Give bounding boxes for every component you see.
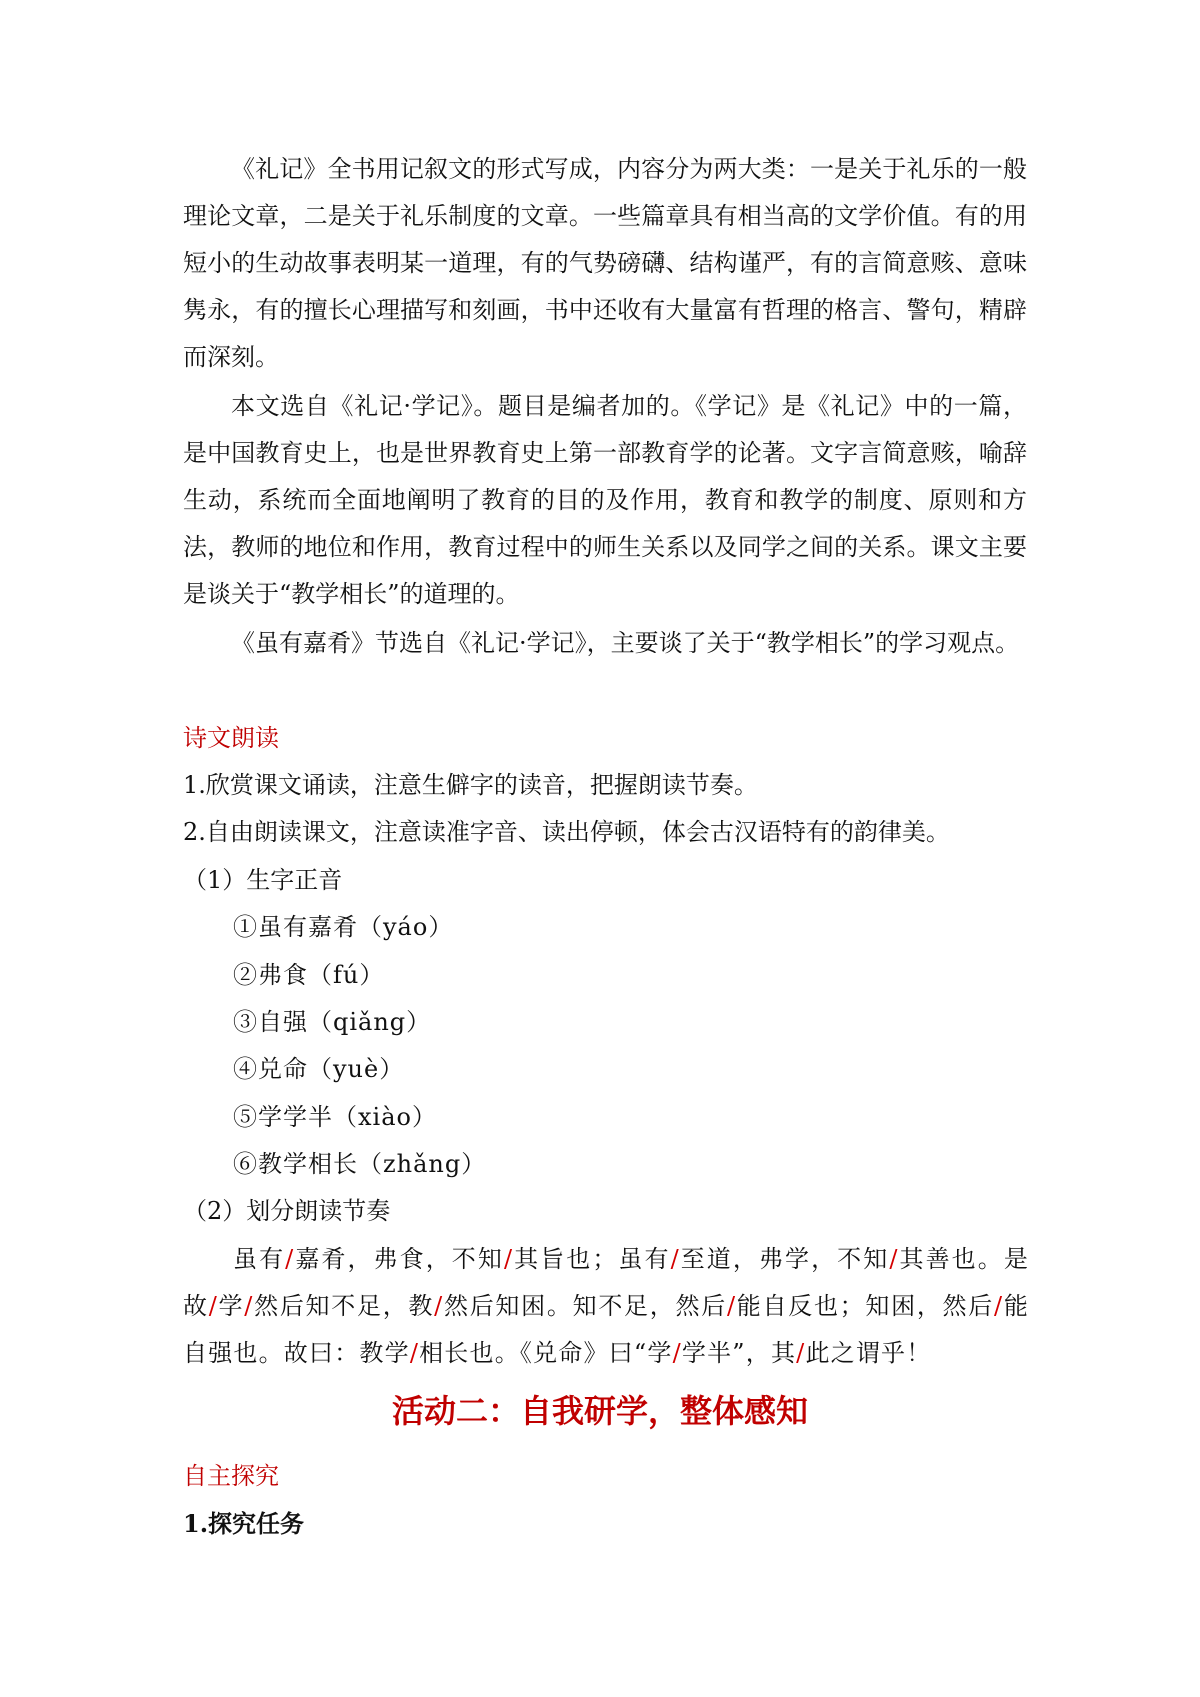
rhythm-slash: /: [434, 1292, 444, 1320]
intro-paragraph-xueji: 本文选自《礼记·学记》。题目是编者加的。《学记》是《礼记》中的一篇，是中国教育史上，也是世界教育史上第一部教育学的论著。文字言简意赅，喻辞生动，系统而全面地阐明了教育的目的及作用，教育和教学的制度、原则和方法，教师的地位和作用，教育过程中的师生关系以及同学之间的关系。课文主要是谈关于“教学相长”的道理的。: [183, 392, 1027, 608]
rhythm-segment: 此之谓乎！: [805, 1339, 932, 1367]
rhythm-segment: 能自强也。故曰：教学: [183, 1292, 1030, 1367]
rhythm-segment: 相长也。《兑命》曰“学: [419, 1339, 673, 1367]
rhythm-segment: 然后知困。知不足，然后: [443, 1292, 727, 1320]
subheading-rhythm: （2）划分朗读节奏: [183, 1197, 391, 1225]
section-heading-explore: 自主探究: [183, 1462, 279, 1490]
pinyin-item: ⑥教学相长（zhǎng）: [233, 1150, 487, 1178]
rhythm-slash: /: [670, 1245, 680, 1273]
rhythm-slash: /: [503, 1245, 514, 1273]
rhythm-segment: 学: [218, 1292, 245, 1320]
reading-item-2: 2.自由朗读课文，注意读准字音、读出停顿，体会古汉语特有的韵律美。: [183, 818, 950, 846]
subheading-pronunciation: （1）生字正音: [183, 866, 343, 894]
rhythm-segment: 嘉肴，弗食，不知: [294, 1245, 504, 1273]
rhythm-slash: /: [244, 1292, 254, 1320]
activity-title: 活动二：自我研学，整体感知: [391, 1392, 808, 1430]
task-heading: 1.探究任务: [183, 1509, 305, 1538]
rhythm-segment: 学半”，其: [681, 1339, 797, 1367]
section-heading-reading: 诗文朗读: [183, 724, 279, 752]
rhythm-segment: 至道，弗学，不知: [679, 1245, 890, 1273]
intro-paragraph-liji: 《礼记》全书用记叙文的形式写成，内容分为两大类：一是关于礼乐的一般理论文章，二是关于礼乐制度的文章。一些篇章具有相当高的文学价值。有的用短小的生动故事表明某一道理，有的气势磅礴、结构谨严，有的言简意赅、意味隽永，有的擅长心理描写和刻画，书中还收有大量富有哲理的格言、警句，精辟而深刻。: [183, 155, 1027, 371]
pinyin-item: ①虽有嘉肴（yáo）: [233, 913, 454, 941]
rhythm-slash: /: [889, 1245, 899, 1273]
rhythm-segment: 其旨也；虽有: [513, 1245, 671, 1273]
rhythm-slash: /: [409, 1339, 420, 1367]
rhythm-slash: /: [285, 1245, 295, 1273]
rhythm-segment: 能自反也；知困，然后: [736, 1292, 994, 1320]
pinyin-item: ④兑命（yuè）: [233, 1055, 405, 1083]
reading-item-1: 1.欣赏课文诵读，注意生僻字的读音，把握朗读节奏。: [183, 771, 758, 799]
rhythm-slash: /: [994, 1292, 1004, 1320]
rhythm-segment: 虽有: [233, 1245, 286, 1273]
pinyin-item: ②弗食（fú）: [233, 961, 385, 989]
rhythm-segment: 其善也。是故: [183, 1245, 1030, 1320]
rhythm-text: [183, 1236, 1029, 1377]
rhythm-segment: 然后知不足，教: [253, 1292, 435, 1320]
pinyin-item: ⑤学学半（xiào）: [233, 1103, 437, 1131]
rhythm-slash: /: [208, 1292, 219, 1320]
rhythm-slash: /: [672, 1339, 682, 1367]
pinyin-item: ③自强（qiǎng）: [233, 1008, 432, 1036]
rhythm-slash: /: [796, 1339, 806, 1367]
intro-paragraph-excerpt: 《虽有嘉肴》节选自《礼记·学记》，主要谈了关于“教学相长”的学习观点。: [231, 629, 1020, 657]
rhythm-slash: /: [726, 1292, 737, 1320]
